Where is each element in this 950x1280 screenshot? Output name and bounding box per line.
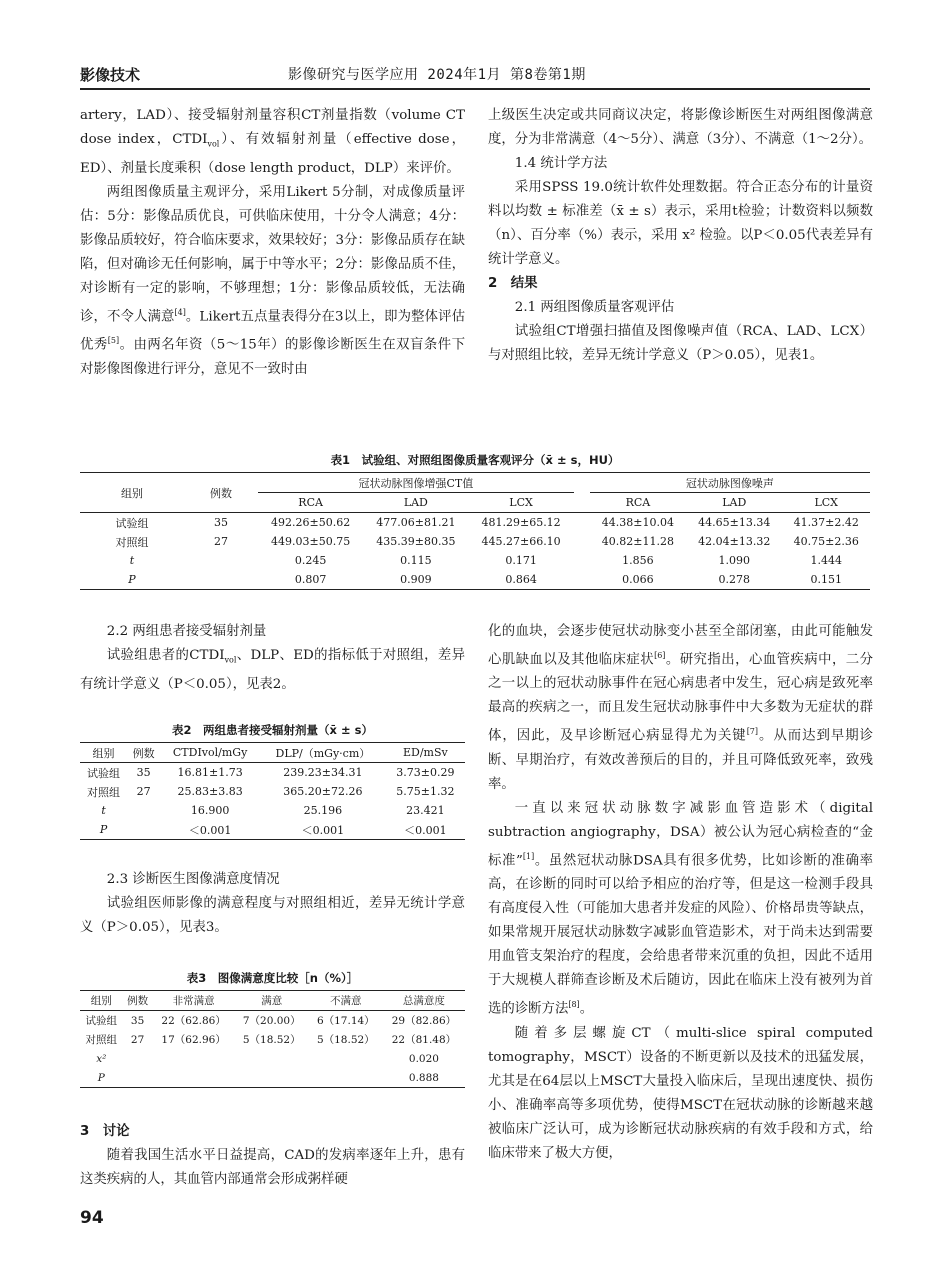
left-column-section-2-3 [80,868,465,940]
table-header: 满意 [261,995,283,1007]
table3 [80,990,465,1088]
table-row: P 0.888 [80,1068,465,1088]
table2 [80,742,465,840]
table-row: t 16.900 25.196 23.421 [101,804,445,817]
section-heading: 3 讨论 [80,1124,130,1139]
subsection-heading: 2.3 诊断医生图像满意度情况 [106,872,280,887]
table-row: 对照组 27 17（62.96） 5（18.52） 5（18.52） 22（81.48） [85,1033,457,1046]
table-header: 非常满意 [172,995,215,1007]
table-header: RCA [298,496,323,509]
table-header: ED/mSv [403,746,448,759]
paragraph: 随着我国生活水平日益提高，CAD的发病率逐年上升，患有这类疾病的人，其血管内部通常会形成粥样硬 [80,1148,465,1187]
paragraph: 随着多层螺旋CT（multi-slice spiral computed tomography，MSCT）设备的不断更新以及技术的迅猛发展，尤其是在64层以上MSCT大量投入临床后，呈现出速度快、损伤小、准确率高等多项优势，使得MSCT在冠状动脉的诊断越来越被临床广泛认可，成为诊断冠状动脉疾病的有效手段和方式，给临床带来了极大方便， [488,1025,873,1161]
table-header: 例数 [184,473,258,513]
table-header: 组别 [80,473,184,513]
table2-caption: 表2 两组患者接受辐射剂量（x̄ ± s） [172,723,373,737]
paragraph: artery，LAD）、接受辐射剂量容积CT剂量指数（volume CT dose index，$CTDI_{vol}$）、有效辐射剂量（effective dose，ED）、剂量长度乘积（dose length product，DLP）来评价。 [80,108,465,176]
paragraph: 试验组CT增强扫描值及图像噪声值（RCA、LAD、LCX）与对照组比较，差异无统计学意义（P＞0.05），见表1。 [488,324,873,363]
journal-title: 影像研究与医学应用 2024年1月 第8卷第1期 [288,67,586,83]
page-number: 94 [80,1208,104,1228]
section-heading: 2 结果 [488,276,538,291]
table-row: 试验组 35 22（62.86） 7（20.00） 6（17.14） 29（82.86） [85,1014,457,1027]
table-header: 组别 [90,995,112,1007]
table-header: 组别 [92,746,115,760]
table-header: LAD [403,496,428,509]
table-row: P ＜0.001 ＜0.001 ＜0.001 [80,820,465,840]
table-row: 对照组 27 25.83±3.83 365.20±72.26 5.75±1.32 [87,785,455,799]
paragraph: 试验组患者的$CTDI_{vol}$、DLP、ED的指标低于对照组，差异有统计学意义（P＜0.05），见表2。 [80,648,466,692]
table3-caption: 表3 图像满意度比较［n（%）］ [186,971,359,985]
table-row: P 0.807 0.909 0.864 0.066 0.278 0.151 [80,570,870,590]
table1 [80,472,870,590]
paragraph: 上级医生决定或共同商议决定，将影像诊断医生对两组图像满意度，分为非常满意（4～5分）、满意（3分）、不满意（1～2分）。 [488,108,873,147]
table-header: LCX [814,496,838,509]
paragraph: 化的血块，会逐步使冠状动脉变小甚至全部闭塞，由此可能触发心肌缺血以及其他临床症状[6]。研究指出，心血管疾病中，二分之一以上的冠状动脉事件在冠心病患者中发生，冠心病是致死率最高的疾病之一，而且发生冠状动脉事件中大多数为无症状的群体，因此，及早诊断冠心病显得尤为关键[7]。从而达到早期诊断、早期治疗，有效改善预后的目的，并且可降低致死率，致残率。 [488,624,874,792]
table-header: 例数 [132,746,155,760]
table-row: 试验组 35 16.81±1.73 239.23±34.31 3.73±0.29 [87,766,455,780]
subsection-heading: 2.2 两组患者接受辐射剂量 [106,624,267,639]
paragraph: 一直以来冠状动脉数字减影血管造影术（digital subtraction angiography，DSA）被公认为冠心病检查的“金标准”[1]。虽然冠状动脉DSA具有很多优势，比如诊断的准确率高，在诊断的同时可以给予相应的治疗等，但是这一检测手段具有高度侵入性（可能加大患者并发症的风险）、价格昂贵等缺点，如果常规开展冠状动脉数字减影血管造影术，对于尚未达到需要用血管支架治疗的程度，会给患者带来沉重的负担，因此不适用于大规模人群筛查诊断及术后随访，因此在临床上没有被列为首选的诊断方法[8]。 [488,800,873,1017]
left-column-bottom [80,620,465,697]
table-header: 不满意 [330,995,362,1007]
table1-caption: 表1 试验组、对照组图像质量客观评分（x̄ ± s，HU） [330,453,620,467]
table-row: 对照组 27 449.03±50.75 435.39±80.35 445.27±66.10 40.82±11.28 42.04±13.32 40.75±2.36 [115,535,859,549]
paragraph: 两组图像质量主观评分，采用Likert 5分制，对成像质量评估：5分：影像品质优良，可供临床使用，十分令人满意；4分：影像品质较好，符合临床要求，效果较好；3分：影像品质存在缺陷，但对确诊无任何影响，属于中等水平；2分：影像品质不佳，对诊断有一定的影响，不够理想；1分：影像品质较低，无法确诊，不令人满意[4]。Likert五点量表得分在3以上，即为整体评估优秀[5]。由两名年资（5～15年）的影像诊断医生在双盲条件下对影像图像进行评分，意见不一致时由 [80,184,466,377]
paragraph: 采用SPSS 19.0统计软件处理数据。符合正态分布的计量资料以均数 ± 标准差（x̄ ± s）表示，采用t检验；计数资料以频数（n）、百分率（%）表示，采用 x² 检验。以P＜0.05代表差异有统计学意义。 [488,180,873,267]
subsection-heading: 2.1 两组图像质量客观评估 [514,300,675,315]
table-header: RCA [625,496,651,509]
table-header: 冠状动脉图像噪声 [590,473,870,493]
journal-section: 影像技术 [80,66,141,84]
header-rule [80,88,870,90]
right-column-bottom [488,620,873,1166]
table-row: x² 0.020 [96,1052,439,1065]
right-column-top [488,104,873,368]
table-header: LAD [722,496,747,509]
subsection-heading: 1.4 统计学方法 [514,156,608,171]
table-row: t 0.245 0.115 0.171 1.856 1.090 1.444 [129,554,842,567]
table-header: 总满意度 [402,995,445,1007]
table-header: DLP/（mGy·cm） [275,746,371,760]
table-row: 试验组 35 492.26±50.62 477.06±81.21 481.29±65.12 44.38±10.04 44.65±13.34 41.37±2.42 [115,516,859,530]
table-header: 例数 [127,995,149,1007]
paragraph: 试验组医师影像的满意程度与对照组相近，差异无统计学意义（P＞0.05），见表3。 [80,896,465,935]
table-header: 冠状动脉图像增强CT值 [258,473,574,493]
table-header: CTDIvol/mGy [172,746,248,759]
left-column-top [80,104,465,382]
table-header: LCX [509,496,533,509]
left-column-discussion [80,1120,465,1192]
